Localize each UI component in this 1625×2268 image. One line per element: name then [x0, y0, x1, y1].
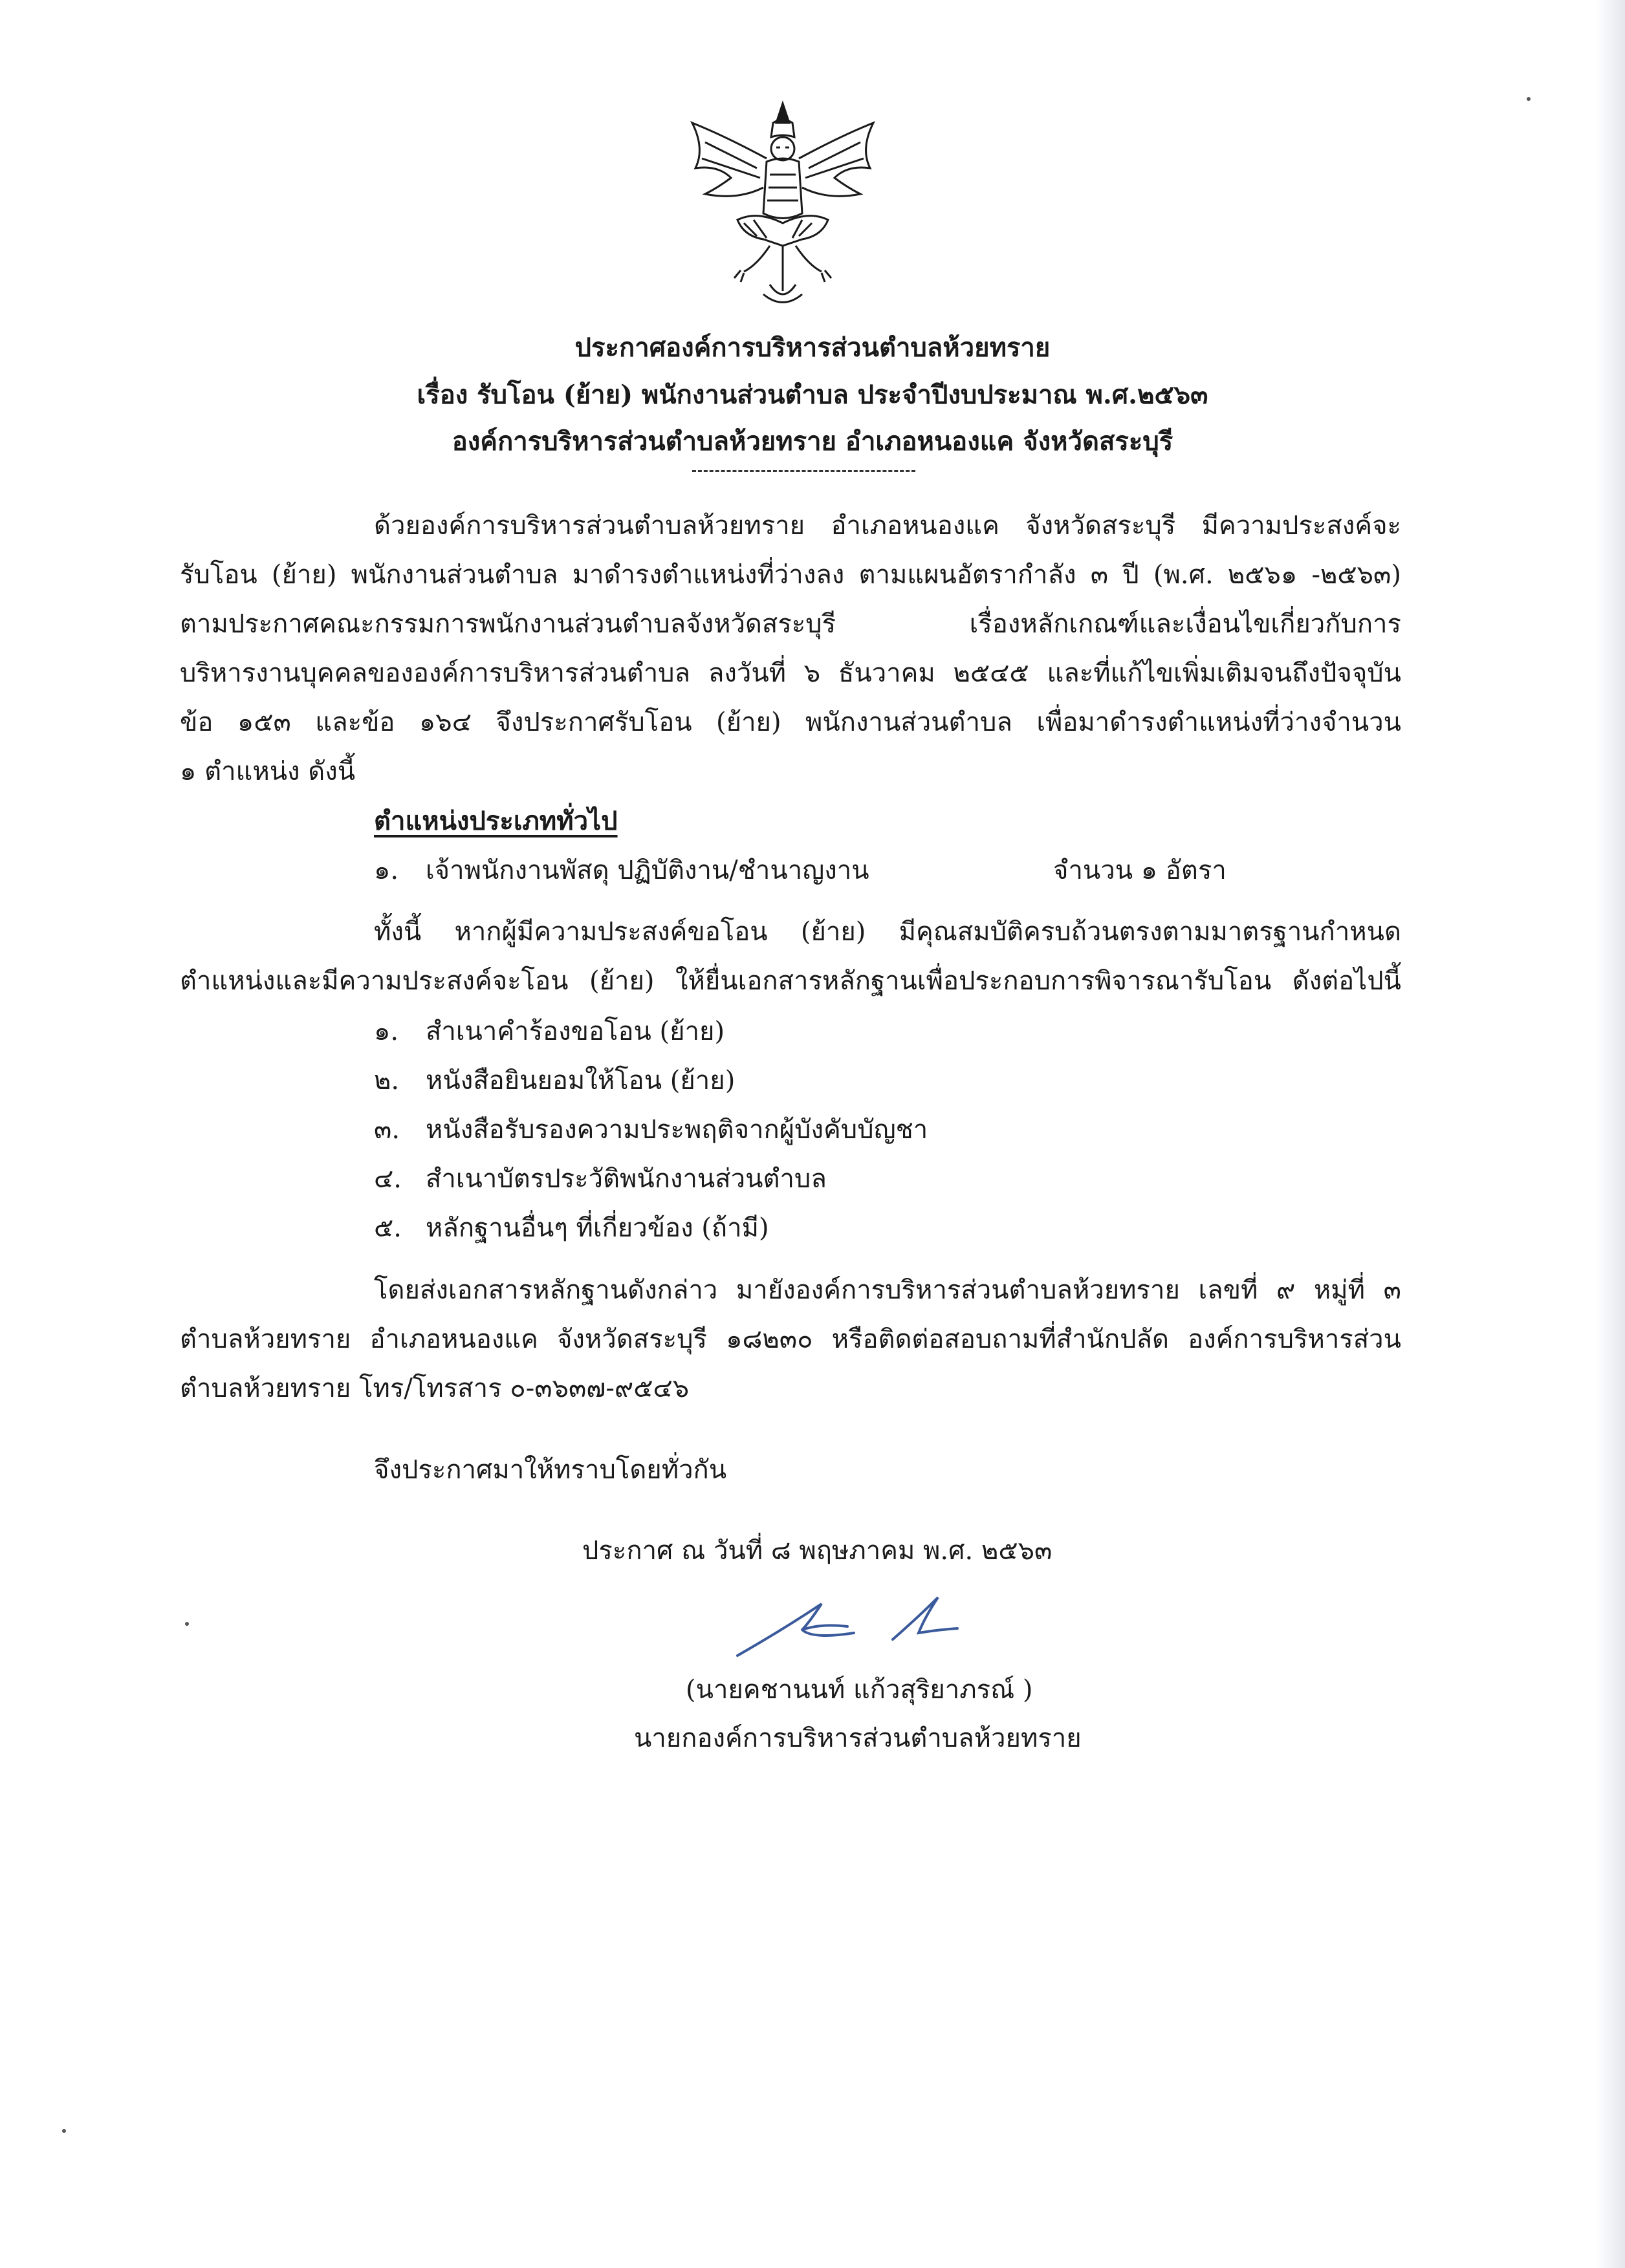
- signature: [725, 1578, 996, 1662]
- announcement-subject: เรื่อง รับโอน (ย้าย) พนักงานส่วนตำบล ประจำปีงบประมาณ พ.ศ.๒๕๖๓: [417, 380, 1208, 410]
- position-item-name: เจ้าพนักงานพัสดุ ปฏิบัติงาน/ชำนาญงาน: [426, 856, 869, 885]
- scan-speck: [185, 1622, 189, 1626]
- signer-name: (นายคชานนท์ แก้วสุริยาภรณ์ ): [686, 1675, 1033, 1705]
- announcement-title: ประกาศองค์การบริหารส่วนตำบลห้วยทราย: [574, 332, 1051, 363]
- intro-line: รับโอน (ย้าย) พนักงานส่วนตำบล มาดำรงตำแหน่งที่ว่างลง ตามแผนอัตรากำลัง ๓ ปี (พ.ศ. ๒๕๖๑ -๒๕๖๓): [180, 560, 1401, 590]
- signer-title: นายกองค์การบริหารส่วนตำบลห้วยทราย: [634, 1723, 1082, 1753]
- intro-line: ตามประกาศคณะกรรมการพนักงานส่วนตำบลจังหวัดสระบุรี เรื่องหลักเกณฑ์และเงื่อนไขเกี่ยวกับการ: [180, 609, 1401, 639]
- intro-line: ด้วยองค์การบริหารส่วนตำบลห้วยทราย อำเภอหนองแค จังหวัดสระบุรี มีความประสงค์จะ: [374, 511, 1401, 541]
- requirement-line: ตำแหน่งและมีความประสงค์จะโอน (ย้าย) ให้ยื่นเอกสารหลักฐานเพื่อประกอบการพิจารณารับโอน ดังต่อไปนี้: [180, 966, 1401, 996]
- document-item: หนังสือยินยอมให้โอน (ย้าย): [426, 1066, 736, 1096]
- position-heading: ตำแหน่งประเภททั่วไป: [374, 806, 618, 836]
- document-item-number: ๕.: [374, 1213, 402, 1243]
- document-item: หนังสือรับรองความประพฤติจากผู้บังคับบัญชา: [426, 1115, 928, 1145]
- header-separator: [692, 470, 915, 472]
- intro-line: บริหารงานบุคคลขององค์การบริหารส่วนตำบล ลงวันที่ ๖ ธันวาคม ๒๕๔๕ และที่แก้ไขเพิ่มเติมจนถึงปัจจุบัน: [180, 658, 1401, 688]
- organization-line: องค์การบริหารส่วนตำบลห้วยทราย อำเภอหนองแค จังหวัดสระบุรี: [452, 426, 1173, 457]
- garuda-emblem: [679, 97, 886, 310]
- requirement-line: ทั้งนี้ หากผู้มีความประสงค์ขอโอน (ย้าย) มีคุณสมบัติครบถ้วนตรงตามมาตรฐานกำหนด: [374, 917, 1401, 947]
- announce-date: ประกาศ ณ วันที่ ๘ พฤษภาคม พ.ศ. ๒๕๖๓: [582, 1536, 1052, 1566]
- document-item-number: ๔.: [374, 1164, 402, 1194]
- document-item-number: ๓.: [374, 1115, 400, 1145]
- position-item-count: จำนวน ๑ อัตรา: [1053, 856, 1227, 885]
- closing-text: จึงประกาศมาให้ทราบโดยทั่วกัน: [374, 1455, 727, 1485]
- contact-line: ตำบลห้วยทราย อำเภอหนองแค จังหวัดสระบุรี ๑๘๒๓๐ หรือติดต่อสอบถามที่สำนักปลัด องค์การบริหารส่วน: [180, 1324, 1401, 1354]
- document-item: หลักฐานอื่นๆ ที่เกี่ยวข้อง (ถ้ามี): [426, 1213, 769, 1243]
- document-item-number: ๑.: [374, 1017, 399, 1046]
- document-item: สำเนาบัตรประวัติพนักงานส่วนตำบล: [426, 1164, 827, 1194]
- intro-line: ๑ ตำแหน่ง ดังนี้: [180, 757, 356, 786]
- intro-line: ข้อ ๑๕๓ และข้อ ๑๖๔ จึงประกาศรับโอน (ย้าย) พนักงานส่วนตำบล เพื่อมาดำรงตำแหน่งที่ว่างจำนวน: [180, 707, 1401, 737]
- position-item-number: ๑.: [374, 856, 399, 885]
- scan-speck: [1527, 97, 1531, 101]
- document-item-number: ๒.: [374, 1066, 400, 1096]
- document-item: สำเนาคำร้องขอโอน (ย้าย): [426, 1017, 725, 1046]
- contact-line: ตำบลห้วยทราย โทร/โทรสาร ๐-๓๖๓๗-๙๕๔๖: [180, 1374, 690, 1403]
- contact-line: โดยส่งเอกสารหลักฐานดังกล่าว มายังองค์การบริหารส่วนตำบลห้วยทราย เลขที่ ๙ หมู่ที่ ๓: [374, 1275, 1401, 1305]
- scan-speck: [62, 2129, 66, 2133]
